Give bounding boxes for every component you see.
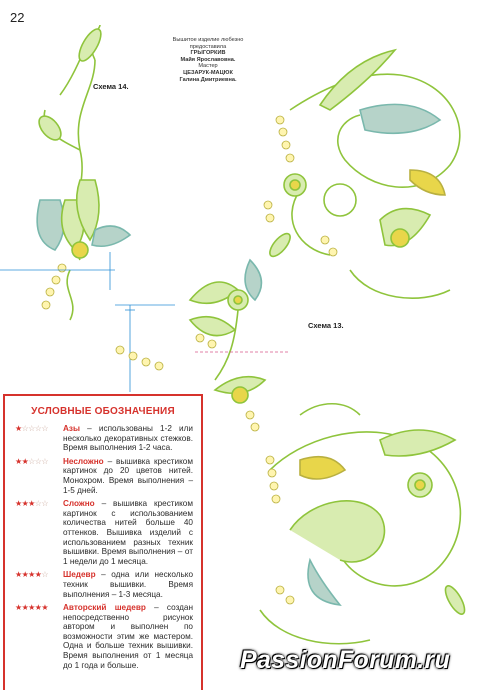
credits-line1: Вышитое изделие любезно <box>172 37 244 43</box>
star-icon: ★ <box>15 570 22 580</box>
star-icon: ★ <box>15 456 22 466</box>
scheme-13-beads-bottom <box>266 456 294 604</box>
star-icon: ☆ <box>41 424 48 433</box>
difficulty-level: Авторский шедевр <box>63 603 146 613</box>
legend-panel <box>3 394 203 690</box>
scheme-13-label: Схема 13. <box>308 321 344 330</box>
star-icon: ★ <box>21 499 29 509</box>
star-icon: ★ <box>28 603 35 613</box>
star-icon: ☆ <box>41 570 48 580</box>
legend-description <box>63 457 201 495</box>
star-icon: ★ <box>34 570 42 580</box>
difficulty-stars <box>5 603 63 670</box>
legend-description <box>63 570 201 599</box>
author2-name: Галина Дмитриевна. <box>179 76 237 83</box>
difficulty-stars <box>5 570 63 599</box>
star-icon: ★ <box>21 456 29 466</box>
star-icon: ☆ <box>41 499 48 509</box>
star-icon: ★ <box>34 603 42 613</box>
author2-surname: ЦЕЗАРУК-МАЦЮК <box>183 69 233 76</box>
scheme-13-motif-top <box>266 50 459 298</box>
star-icon: ☆ <box>28 456 35 466</box>
star-icon: ☆ <box>34 499 42 509</box>
star-icon: ★ <box>15 424 22 433</box>
star-icon: ☆ <box>34 424 42 433</box>
legend-item <box>5 570 201 599</box>
difficulty-text: – использованы 1-2 или несколько декоративных стежков. Время выполнения 1-2 часа. <box>63 424 193 453</box>
watermark: PassionForum.ru <box>240 646 451 674</box>
star-icon: ★ <box>15 603 22 613</box>
author1-name: Майя Ярославовна. <box>180 56 236 63</box>
star-icon: ★ <box>28 499 35 509</box>
difficulty-text: – вышивка крестиком картинок до 20 цветов нитей. Монохром. Время выполнения – 1-5 дней. <box>63 456 193 495</box>
star-icon: ★ <box>21 570 29 580</box>
star-icon: ☆ <box>21 424 29 433</box>
legend-description <box>63 603 201 670</box>
difficulty-text: – создан непосредственно рисунок автором и выполнен по возможности этим же мастером. Одна и больше техник вышивки. Время выполнения от 1 месяца до 1 года и больше. <box>63 603 193 670</box>
legend-description <box>63 499 201 566</box>
scheme-14-motif <box>35 25 130 320</box>
difficulty-level: Несложно <box>63 456 104 466</box>
difficulty-level: Азы <box>63 424 80 433</box>
alignment-guides <box>0 252 175 392</box>
star-icon: ★ <box>21 603 29 613</box>
star-icon: ★ <box>28 570 35 580</box>
legend-item <box>5 499 201 566</box>
star-icon: ☆ <box>34 456 42 466</box>
difficulty-text: – вышивка крестиком картинок с использованием количества нитей больше 40 оттенков. Вышивка изделий с использованием разных техник вышивки. Время выполнения – от 1 недели до 1 месяца. <box>63 499 193 566</box>
legend-title: УСЛОВНЫЕ ОБОЗНАЧЕНИЯ <box>31 406 175 417</box>
legend-item <box>5 603 201 670</box>
star-icon: ★ <box>15 499 22 509</box>
master-label: Мастер <box>198 63 218 70</box>
difficulty-stars <box>5 499 63 566</box>
scheme-14-label: Схема 14. <box>93 82 129 91</box>
difficulty-stars <box>5 424 63 453</box>
credits-line2: предоставила <box>189 43 227 50</box>
difficulty-level: Шедевр <box>63 570 96 580</box>
author1-surname: ГРЫГОРКИВ <box>190 50 226 57</box>
legend-description <box>63 424 201 453</box>
star-icon: ☆ <box>41 456 48 466</box>
legend-item <box>5 424 201 453</box>
scheme-13-center-flower <box>190 260 290 403</box>
scheme-14-beads <box>42 264 66 309</box>
legend-item <box>5 457 201 495</box>
legend-list <box>5 424 201 670</box>
difficulty-level: Сложно <box>63 499 95 509</box>
star-icon: ☆ <box>28 424 35 433</box>
difficulty-stars <box>5 457 63 495</box>
star-icon: ★ <box>41 603 48 613</box>
difficulty-text: – одна или несколько техник вышивки. Время выполнения – 1-3 месяца. <box>63 570 193 599</box>
page-number: 22 <box>10 10 25 25</box>
scheme-13-motif-bottom <box>260 404 468 644</box>
